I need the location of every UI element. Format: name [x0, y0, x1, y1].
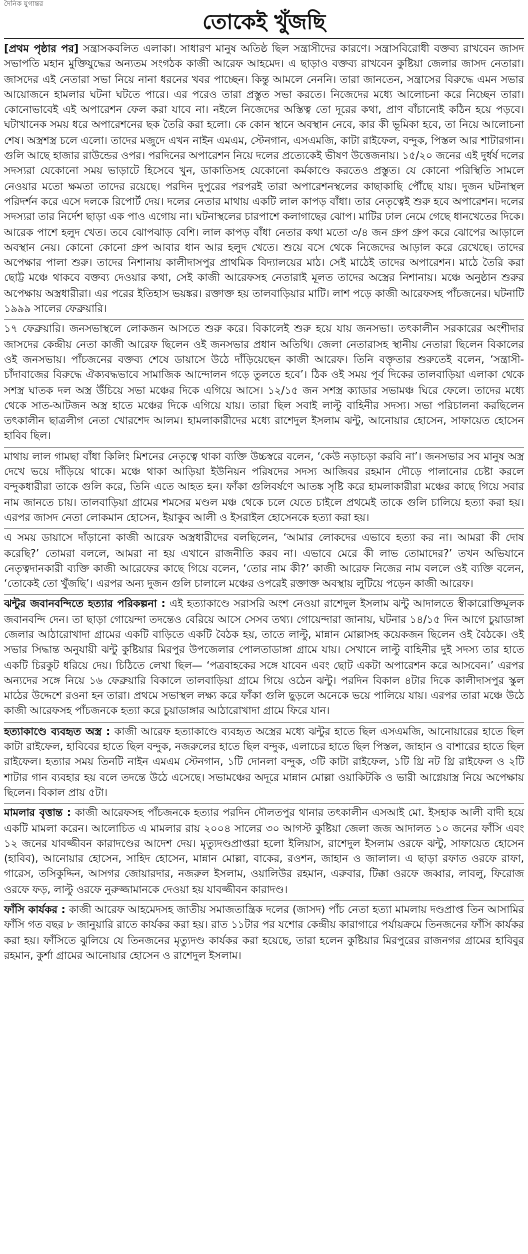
section-heading: ঝন্টুর জবানবন্দিতে হত্যার পরিকল্পনা :	[4, 598, 166, 611]
paragraph-attack	[4, 450, 524, 526]
paragraph-last-words	[4, 531, 524, 592]
divider	[4, 528, 524, 529]
section-execution	[4, 903, 524, 964]
divider	[4, 447, 524, 448]
paragraph-text: কাজী আরেফ হত্যাকাণ্ডে ব্যবহৃত অস্ত্রের মধ্যে ঝন্টুর হাতে ছিল এসএমজি, আনোয়ারের হাতে ছিল কাটা রাইফেল, হাবিবের হাতে ছিল বন্দুক, নজরুলের হাতে ছিল বন্দুক, এলাচের হাতে ছিল পিস্তল, জাহান ও বাশারের হাতে ছিল রাইফেল। হত্যার সময় তিনটি নাইন এমএম স্টেনগান, ১টি দোনলা বন্দুক, ৩টি কাটা রাইফেল, ১টি থ্রি নট থ্রি রাইফেল ও ২টি শাটার গান ব্যবহার হয় বলে তদন্তে উঠে এসেছে। সভামঞ্চের অদূরে মান্নান মোল্লা ওয়াকিটকি ও ভারী আগ্নেয়াস্ত্র নিয়ে অপেক্ষায় ছিলেন। বিকাল প্রায় ৫টা।	[4, 725, 525, 799]
divider	[4, 803, 524, 804]
page-top-strip: দৈনিক যুগান্তর	[4, 0, 44, 8]
paragraph-text: কাজী আরেফ আহমেদসহ জাতীয় সমাজতান্ত্রিক দলের (জাসদ) পাঁচ নেতা হত্যা মামলায় দণ্ডপ্রাপ্ত তিন আসামির ফাঁসি গত বছর ৮ জানুয়ারি রাতে কার্যকর করা হয়। রাত ১১টার পর যশোর কেন্দ্রীয় কারাগারে পর্যায়ক্রমে তিনজনের ফাঁসি কার্যকর করা হয়। ফাঁসিতে ঝুলিয়ে যে তিনজনের মৃত্যুদণ্ড কার্যকর করা হয়েছে, তারা হলেন কুষ্টিয়ার মিরপুরের রাজনগর গ্রামের হাবিবুর রহমান, কুর্শা গ্রামের আনোয়ার হোসেন ও রাশেদুল ইসলাম।	[4, 904, 524, 962]
section-weapons	[4, 725, 524, 801]
section-heading: হত্যাকাণ্ডে ব্যবহৃত অস্ত্র :	[4, 725, 111, 738]
paragraph-feb17	[4, 322, 524, 444]
article-headline: তোকেই খুঁজছি	[4, 8, 524, 39]
section-heading: ফাঁসি কার্যকর :	[4, 904, 66, 917]
section-case	[4, 806, 524, 898]
paragraph-text: এ সময় ডায়াসে দাঁড়ানো কাজী আরেফ অস্ত্রধারীদের বলছিলেন, ‘আমার লোকদের এভাবে হত্যা কর না। আমরা কী দোষ করেছি?’ তোমরা বললে, আমরা না হয় এখানে রাজনীতি করব না। এভাবে মেরে কী লাভ তোমাদের?’ তখন অভিযানে নেতৃত্বদানকারী ব্যক্তি কাজী আরেফের কাছে গিয়ে বলেন, ‘তোর নাম কী?’ কাজী আরেফ নিজের নাম বললে ওই ব্যক্তি বলেন, ‘তোকেই তো খুঁজছি’। এরপর অন্য দুজন গুলি চালালে মঞ্চের ওপরেই রক্তাক্ত অবস্থায় লুটিয়ে পড়েন কাজী আরেফ।	[4, 532, 524, 591]
paragraph-text: সন্ত্রাসকবলিত এলাকা। সাধারণ মানুষ অতিষ্ঠ ছিল সন্ত্রাসীদের কারণে। সন্ত্রাসবিরোধী বক্তব্য রাখবেন জাসদ সভাপতি মহান মুক্তিযুদ্ধের অন্যতম সংগঠক কাজী আরেফ আহমেদ। এ ছাড়াও বক্তব্য রাখবেন কুষ্টিয়া জেলার জাসদ নেতারা। জাসদের এই নেতারা সভা নিয়ে নানা ধরনের খবর পাচ্ছেন। কিন্তু আমলে নেননি। তারা জানতেন, সন্ত্রাসের বিরুদ্ধে এমন সভার আয়োজনে হামলার ঘটনা ঘটতে পারে। এর পরেও তারা প্রস্তুত সভা করতে। নিজেদের মধ্যে আলোচনা করে নিচ্ছেন তারা। কোনোভাবেই এই অপারেশন ফেল করা যাবে না। নইলে নিজেদের অস্তিত্ব তো দূরের কথা, প্রাণ বাঁচানোই কঠিন হয়ে পড়বে। ঘটাখানেক সময় ধরে অপারেশনের ছক তৈরি করা হলো। কে কোন স্থানে অবস্থান নেবে, কার কী ভূমিকা হবে, তা নিয়ে আলোচনা শেষ। অস্ত্রশস্ত্র চলে এলো। তাদের মজুদে এখন নাইন এমএম, স্টেনগান, এসএমজি, কাটা রাইফেল, বন্দুক, পিস্তল আর শাটারগান। গুলি আছে হাজার রাউন্ডের ওপর। পরদিনের অপারেশন নিয়ে দলের প্রত্যেকেই ভীষণ উত্তেজনায়। ১৫/২০ জনের এই দুর্ধর্ষ দলের সদস্যরা যেকোনো সময় ভাড়াটে হিসেবে খুন, ডাকাতিসহ যেকোনো কর্মকাণ্ডে করতেও প্রস্তুত। যে কোনো পরিস্থিতি সামলে নেওয়ার মতো ক্ষমতা তাদের রয়েছে। পরদিন দুপুরের পরপরই তারা অপারেশনস্থলের কাছাকাছি পৌঁছে যায়। দুজন ঘটনাস্থল পরিদর্শন করে এসে দলকে রিপোর্ট দেয়। দলের নেতার মাথায় একটি লাল কাপড় বাঁধা। তার নেতৃত্বেই শুরু হবে অপারেশন। দলের সদস্যরা তার নির্দেশ ছাড়া এক পাও এগোয় না। ঘটনাস্থলের চারপাশে কলাগাছের ঝোপ। মাটির ঢাল নেমে গেছে ধানখেতের দিকে। আরেক পাশে হলুদ খেত। তবে ঝোপঝাড় বেশি। লাল কাপড় বাঁধা নেতার কথা মতো ৩/৪ জন গ্রুপ গ্রুপ করে ঝোপের আড়ালে অবস্থান নেয়। কোনো কোনো গ্রুপ আবার ধান আর হলুদ খেতে। শুয়ে বসে থেকে নিজেদের আড়াল করে রেখেছে। তাদের অপেক্ষার পালা শুরু। তাদের নিশানায় কালীদাসপুর প্রাথমিক বিদ্যালয়ের মাঠ। সেই মাঠেই তাদের অপারেশন। মাঠে তৈরি করা ছোট্ট মঞ্চে থাকবে বক্তব্য দেওয়ার কথা, সেই কাজী আরেফসহ নেতারাই মূলত তাদের অস্ত্রের নিশানায়। মঞ্চে অনুষ্ঠান শুরুর অপেক্ষায় অস্ত্রধারীরা। এর পরের ইতিহাস ভয়ঙ্কর। রক্তাক্ত হয় তালবাড়িয়ার মাটি। লাশ পড়ে কাজী আরেফসহ পাঁচজনের। ঘটনাটি ১৯৯৯ সালের ফেব্রুয়ারি।	[4, 43, 524, 316]
divider	[4, 319, 524, 320]
section-heading: মামলার বৃত্তান্ত :	[4, 807, 71, 820]
section-confession	[4, 597, 524, 719]
paragraph-intro	[4, 42, 524, 317]
divider	[4, 594, 524, 595]
divider	[4, 900, 524, 901]
paragraph-text: মাথায় লাল গামছা বাঁধা কিলিং মিশনের নেতৃত্বে থাকা ব্যক্তি উচ্চস্বরে বলেন, ‘কেউ নড়াচড়া করবি না’। জনসভার সব মানুষ অস্ত্র দেখে ভয়ে দাঁড়িয়ে থাকে। মঞ্চে থাকা আড়িয়া ইউনিয়ন পরিষদের সদস্য আজিবর রহমান দৌড়ে পালানোর চেষ্টা করলে বন্দুকধারীরা তাকে গুলি করে, তিনি এতে আহত হন। ফাঁকা গুলিবর্ষণে আতঙ্ক সৃষ্টি করে হামলাকারীরা মঞ্চের কাছে গিয়ে সবার নাম জানতে চায়। তালবাড়িয়া গ্রামের শমসের মণ্ডল মঞ্চ থেকে চলে যেতে চাইলে প্রথমেই তাকে গুলি চালিয়ে হত্যা করা হয়। এরপর জাসদ নেতা লোকমান হোসেন, ইয়াকুব আলী ও ইসরাইল হোসেনকে হত্যা করা হয়।	[4, 450, 524, 524]
divider	[4, 722, 524, 723]
continuation-label: [প্রথম পৃষ্ঠার পর]	[4, 43, 79, 55]
paragraph-text: কাজী আরেফসহ পাঁচজনকে হত্যার পরদিন দৌলতপুর থানার তৎকালীন এসআই মো. ইসহাক আলী বাদী হয়ে একটি মামলা করেন। আলোচিত এ মামলার রায় ২০০৪ সালের ৩০ আগস্ট কুষ্টিয়া জেলা জজ আদালত ১০ জনের ফাঁসি এবং ১২ জনের যাবজ্জীবন কারাদণ্ডের আদেশ দেয়। মৃত্যুদণ্ডপ্রাপ্তরা হলো ইলিয়াস, রাশেদুল ইসলাম ওরফে ঝন্টু, সাফায়েত হোসেন (হাবিব), আনোয়ার হোসেন, সাহিদ হোসেন, মান্নান মোল্লা, বাকের, রওশন, জাহান ও জালাল। এ ছাড়া রফাত ওরফে রাফা, গারেস, তসিকুদ্দিন, আসগর জোয়ারদার, নজরুল ইসলাম, ওয়ালিউর রহমান, এরুবার, টিক্কা ওরফে জব্বার, লাবলু, ফিরোজ ওরফে ফড়, লাল্টু ওরফে নুরুজ্জামানকে দেওয়া হয় যাবজ্জীবন কারাদণ্ড।	[4, 807, 525, 896]
paragraph-text: ১৭ ফেব্রুয়ারি। জনসভাস্থলে লোকজন আসতে শুরু করে। বিকালেই শুরু হয়ে যায় জনসভা। তৎকালীন সরকারের অংশীদার জাসদের কেন্দ্রীয় নেতা কাজী আরেফ ছিলেন ওই জনসভার প্রধান অতিথি। জেলা নেতারাসহ স্থানীয় নেতারা ছিলেন বিকালের ওই জনসভায়। পাঁচজনের বক্তব্য শেষে ডায়াসে উঠে দাঁড়িয়েছেন কাজী আরেফ। তিনি বক্তৃতার শুরুতেই বলেন, ‘সন্ত্রাসী-চাঁদাবাজের বিরুদ্ধে ঐক্যবদ্ধভাবে সামাজিক আন্দোলন গড়ে তুলতে হবে’। ঠিক ওই সময় পূর্ব দিকের তালবাড়িয়া এলাকা থেকে সশস্ত্র ঘাতক দল অস্ত্র উঁচিয়ে সভা মঞ্চের দিকে এগিয়ে আসে। ১২/১৫ জন সশস্ত্র ক্যাডার সভামঞ্চ ঘিরে ফেলে। তাদের মধ্যে থেকে সাত-আটজন অস্ত্র হাতে মঞ্চের দিকে এগিয়ে যায়। তারা ছিল সবাই লাল্টু বাহিনীর সদস্য। সভা পরিচালনা করছিলেন তৎকালীন ছাত্রলীগ নেতা খোরশেদ আলম। হামলাকারীদের মধ্যে রাশেদুল ইসলাম ঝন্টু, আনোয়ার হোসেন, সাফায়েত হোসেন হাবিব ছিল।	[4, 323, 524, 443]
paragraph-text: এই হত্যাকাণ্ডে সরাসরি অংশ নেওয়া রাশেদুল ইসলাম ঝন্টু আদালতে স্বীকারোক্তিমূলক জবানবন্দি দেন। তা ছাড়া গোয়েন্দা তদন্তেও বেরিয়ে আসে সেসব তথ্য। গোয়েন্দারা জানায়, ঘটনার ১৪/১৫ দিন আগে চুয়াডাঙ্গা জেলার আঠারোখাদা গ্রামের একটি বাড়িতে একটি বৈঠক হয়, তাতে লাল্টু, মান্নান মোল্লাসহ কয়েকজন ছিলেন ওই বৈঠকে। ওই সভার সিদ্ধান্ত অনুযায়ী ঝন্টু কুষ্টিয়ার মিরপুর উপজেলার পোলতাডাঙ্গা গ্রামে যায়। সেখানে লাল্টু বাহিনীর দুই সদস্য তার হাতে একটি চিরকুট ধরিয়ে দেয়। চিঠিতে লেখা ছিল— ‘পত্রবাহকের সঙ্গে যাবেন এবং ছোট একটা অপারেশন করে আসবেন।’ এরপর অন্যদের সঙ্গে নিয়ে ১৬ ফেব্রুয়ারি বিকালে তালবাড়িয়া গ্রামে গিয়ে ওঠেন ঝন্টু। পরদিন বিকাল ৪টার দিকে কালীদাসপুর স্কুল মাঠের উদ্দেশে রওনা হন তারা। প্রথমে সভাস্থল লক্ষ্য করে ফাঁকা গুলি ছুড়লে অনেকে ভয়ে পালিয়ে যায়। এরপর তারা মঞ্চে উঠে কাজী আরেফসহ পাঁচজনকে হত্যা করে চুয়াডাঙ্গার আঠারোখাদা গ্রামে ফিরে যান।	[4, 598, 524, 718]
article-body	[4, 42, 524, 964]
